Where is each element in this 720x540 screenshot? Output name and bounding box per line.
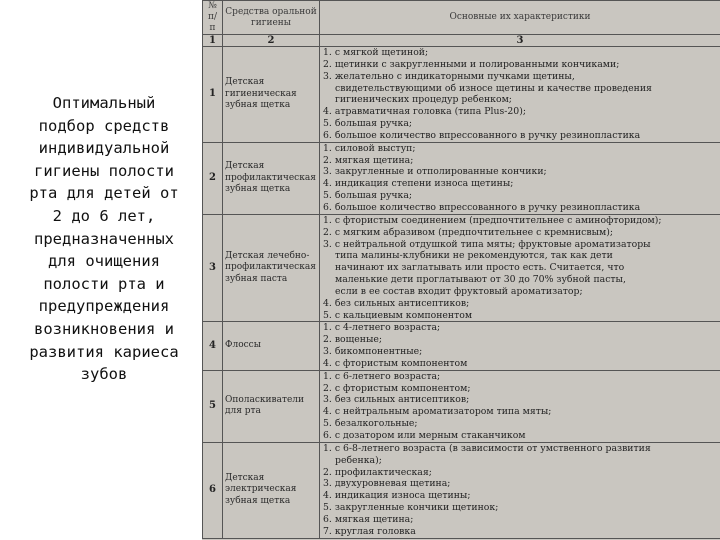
caption-line: полости рта и [43, 274, 165, 293]
characteristic-line: 1. с 4-летнего возраста; [323, 322, 441, 334]
table-header-row [203, 1, 720, 35]
characteristic-line: 3. бикомпонентные; [323, 346, 423, 358]
product-characteristics [320, 322, 720, 370]
characteristic-line: 2. мягкая щетина; [323, 154, 414, 166]
characteristic-line: 4. атравматичная головка (типа Plus-20); [323, 106, 526, 118]
characteristic-line: 1. с 6-летнего возраста; [323, 370, 441, 382]
table-row [203, 214, 720, 322]
characteristic-line: 6. большое количество впрессованного в ручку резинопластика [323, 129, 641, 141]
characteristic-line: 5. с кальциевым компонентом [323, 309, 473, 321]
characteristic-line: 3. двухуровневая щетина; [323, 478, 451, 490]
characteristic-line: 7. круглая головка [323, 525, 416, 537]
caption-line: развития кариеса [29, 342, 179, 361]
table-row [203, 442, 720, 538]
characteristic-line: 6. большое количество впрессованного в ручку резинопластика [323, 201, 641, 213]
product-characteristics [320, 370, 720, 442]
hygiene-product-name: Детская лечебно-профилактическая зубная паста [223, 214, 320, 322]
caption-line: гигиены полости [34, 161, 174, 180]
slide-caption [6, 92, 202, 386]
characteristic-line: гигиенических процедур ребенком; [335, 94, 512, 106]
row-number: 3 [203, 214, 223, 322]
characteristic-line: 5. закругленные кончики щетинок; [323, 502, 499, 514]
caption-line: для очищения [48, 252, 160, 271]
characteristic-line: 3. без сильных антисептиков; [323, 394, 470, 406]
caption-line: зубов [80, 365, 128, 384]
characteristic-line: 6. с дозатором или мерным стаканчиком [323, 430, 526, 441]
characteristic-line: 2. вощеные; [323, 334, 383, 346]
product-characteristics [320, 47, 720, 143]
table-row [203, 322, 720, 370]
characteristic-line: 3. закругленные и отполированные кончики; [323, 166, 547, 178]
characteristic-line: 2. с фтористым компонентом; [323, 382, 471, 394]
characteristic-line: 1. с 6-8-летнего возраста (в зависимости от умственного развития [323, 442, 651, 454]
row-number: 6 [203, 442, 223, 538]
characteristic-line: 5. большая ручка; [323, 118, 413, 130]
header-name: Средства оральной гигиены [223, 1, 320, 35]
header-chars: Основные их характеристики [320, 1, 720, 35]
characteristic-line: 5. большая ручка; [323, 190, 413, 202]
scanned-table-image [202, 0, 720, 540]
table-row [203, 47, 720, 143]
row-number: 4 [203, 322, 223, 370]
hygiene-product-name: Ополаскиватели для рта [223, 370, 320, 442]
characteristic-line: 4. с нейтральным ароматизатором типа мяты; [323, 406, 552, 418]
characteristic-line: 3. с нейтральной отдушкой типа мяты; фруктовые ароматизаторы [323, 238, 651, 250]
column-number: 2 [223, 35, 320, 47]
characteristic-line: 4. индикация степени износа щетины; [323, 178, 514, 190]
column-number: 3 [320, 35, 720, 47]
characteristic-line: типа малины-клубники не рекомендуются, так как дети [335, 250, 613, 262]
caption-line: подбор средств [38, 116, 170, 135]
product-characteristics [320, 214, 720, 322]
characteristic-line: начинают их заглатывать или просто есть. Считается, что [335, 262, 625, 274]
characteristic-line: если в ее состав входит фруктовый ароматизатор; [335, 285, 583, 297]
characteristic-line: свидетельствующими об износе щетины и качестве проведения [335, 82, 652, 94]
product-characteristics [320, 442, 720, 538]
oral-hygiene-table [202, 0, 720, 539]
caption-line: предназначенных [34, 229, 174, 248]
characteristic-line: 5. безалкогольные; [323, 418, 418, 430]
characteristic-line: 4. индикация износа щетины; [323, 490, 471, 502]
characteristic-line: ребенка); [335, 454, 382, 466]
hygiene-product-name: Флоссы [223, 322, 320, 370]
hygiene-product-name: Детская электрическая зубная щетка [223, 442, 320, 538]
characteristic-line: 2. профилактическая; [323, 466, 432, 478]
characteristic-line: 2. с мягким абразивом (предпочтительнее с кремнисвым); [323, 226, 613, 238]
row-number: 5 [203, 370, 223, 442]
row-number: 2 [203, 142, 223, 214]
header-num: № п/п [203, 1, 223, 35]
characteristic-line: маленькие дети проглатывают от 30 до 70% зубной пасты, [335, 274, 626, 286]
caption-line: индивидуальной [38, 139, 170, 158]
table-row [203, 370, 720, 442]
column-number: 1 [203, 35, 223, 47]
table-row [203, 142, 720, 214]
table-column-number-row [203, 35, 720, 47]
characteristic-line: 4. с фтористым компонентом [323, 357, 468, 369]
caption-line: предупреждения [38, 297, 170, 316]
characteristic-line: 3. желательно с индикаторными пучками щетины, [323, 70, 575, 82]
characteristic-line: 1. с фтористым соединением (предпочтительнее с аминофторидом); [323, 214, 662, 226]
characteristic-line: 4. без сильных антисептиков; [323, 297, 470, 309]
characteristic-line: 2. щетинки с закругленными и полированными кончиками; [323, 58, 620, 70]
caption-line: возникновения и [34, 319, 174, 338]
caption-line: Оптимальный [52, 94, 156, 112]
characteristic-line: 1. с мягкой щетиной; [323, 47, 429, 58]
caption-line: 2 до 6 лет, [52, 206, 156, 225]
characteristic-line: 1. силовой выступ; [323, 142, 416, 154]
characteristic-line: 6. мягкая щетина; [323, 513, 414, 525]
hygiene-product-name: Детская профилактическая зубная щетка [223, 142, 320, 214]
product-characteristics [320, 142, 720, 214]
row-number: 1 [203, 47, 223, 143]
caption-line: рта для детей от [29, 184, 179, 203]
hygiene-product-name: Детская гигиеническая зубная щетка [223, 47, 320, 143]
